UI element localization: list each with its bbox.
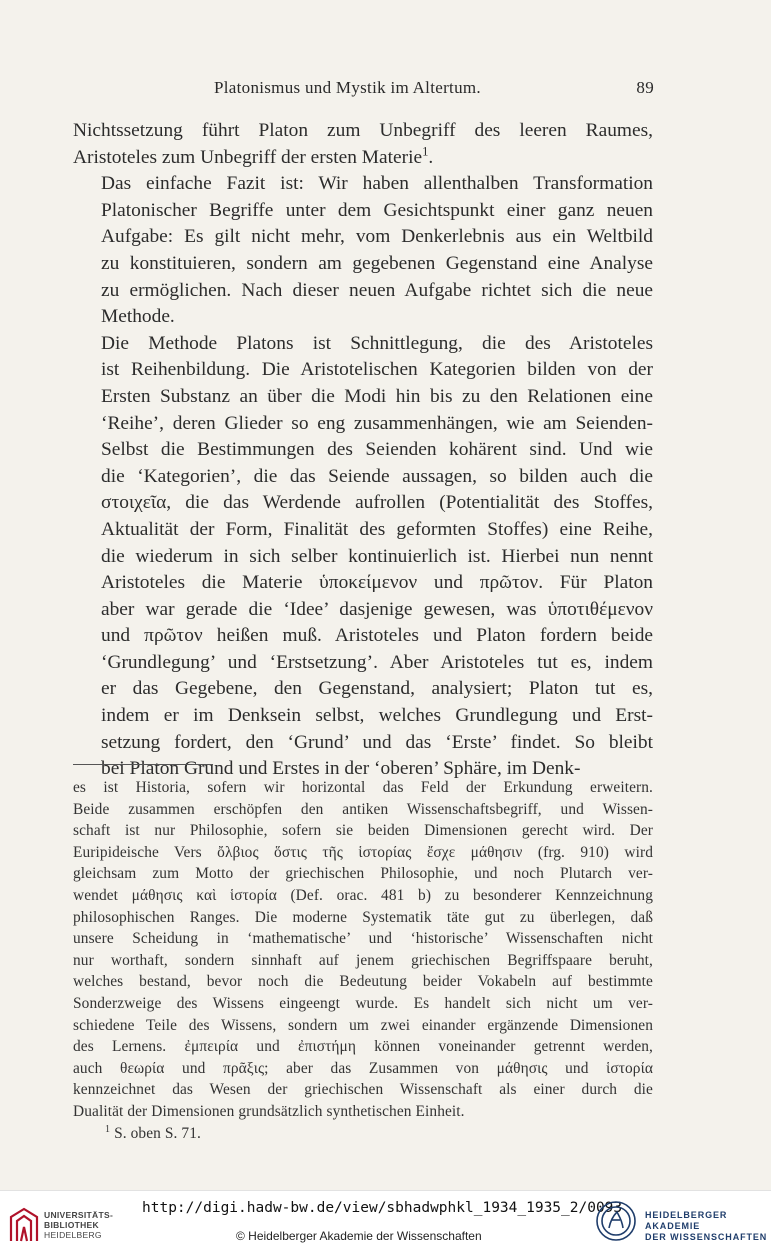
text-line: kennzeichnet das Wesen der griechischen Wissenschaft als einer durch die xyxy=(73,1081,653,1099)
text-line: ‘Grundlegung’ und ‘Erstsetzung’. Aber Aristoteles tut es, indem xyxy=(101,651,653,673)
text-line: indem er im Denksein selbst, welches Grundlegung und Erst- xyxy=(101,705,653,727)
text-line: nur worthaft, sondern sinnhaft auf jenem griechischen Begriffspaare beruht, xyxy=(73,951,653,969)
text-line: auch θεωρία und πρᾶξις; aber das Zusammen von μάθησις und ἱστορία xyxy=(73,1059,653,1077)
footnote-divider xyxy=(73,764,213,765)
text-line: Platonischer Begriffe unter dem Gesichtspunkt einer ganz neuen xyxy=(101,199,653,221)
text-line: Aktualität der Form, Finalität des geformten Stoffes) eine Reihe, xyxy=(101,518,653,540)
text-line: Euripideische Vers ὄλβιος ὅστις τῆς ἱστορίας ἔσχε μάθησιν (frg. 910) wird xyxy=(73,843,653,861)
text-fragment: Aristoteles zum Unbegriff der ersten Materie xyxy=(73,146,423,168)
academy-name-line: HEIDELBERGER AKADEMIE xyxy=(645,1210,728,1231)
note-continuation xyxy=(73,777,653,1123)
footnote-marker: 1 xyxy=(105,1123,111,1135)
text-line: es ist Historia, sofern wir horizontal das Feld der Erkundung erweitern. xyxy=(73,779,653,796)
text-line: schaft ist nur Philosophie, sofern sie beiden Dimensionen gerecht wird. Der xyxy=(73,822,653,840)
paragraph-2 xyxy=(73,171,653,331)
text-line: setzung fordert, den ‘Grund’ und das ‘Erste’ findet. So bleibt xyxy=(101,731,653,753)
library-name xyxy=(44,1210,113,1240)
text-line: zu ermöglichen. Nach dieser neuen Aufgabe richtet sich die neue xyxy=(101,279,653,301)
digitization-footer xyxy=(0,1190,771,1252)
footnote-ref[interactable]: 1 xyxy=(422,144,429,159)
text-line: zu konstituieren, sondern am gegebenen Gegenstand eine Analyse xyxy=(101,252,653,274)
copyright-notice: © Heidelberger Akademie der Wissenschaften xyxy=(236,1229,482,1243)
footnote-text: S. oben S. 71. xyxy=(114,1124,201,1142)
text-line: στοιχεῖα, die das Werdende aufrollen (Potentialität des Stoffes, xyxy=(101,492,653,514)
text-line: und πρῶτον heißen muß. Aristoteles und Platon fordern beide xyxy=(101,625,653,647)
text-line: Das einfache Fazit ist: Wir haben allenthalben Transformation xyxy=(101,173,653,195)
footnote-1 xyxy=(105,1123,653,1145)
text-line: Aristoteles die Materie ὑποκείμενον und πρῶτον. Für Platon xyxy=(101,572,653,594)
text-line: gleichsam zum Motto der griechischen Philosophie, und noch Plutarch ver- xyxy=(73,865,653,883)
text-line: Methode. xyxy=(101,306,175,328)
library-name-line: BIBLIOTHEK xyxy=(44,1220,99,1230)
text-line: bei Platon Grund und Erstes in der ‘oberen’ Sphäre, im Denk- xyxy=(101,758,581,780)
page-number: 89 xyxy=(636,78,654,97)
text-line: welches bestand, bevor noch die Bedeutung beider Vokabeln auf bestimmte xyxy=(73,973,653,991)
text-line: des Lernens. ἐμπειρία und ἐπιστήμη können voneinander getrennt werden, xyxy=(73,1038,653,1056)
text-line: Die Methode Platons ist Schnittlegung, die des Aristoteles xyxy=(101,332,653,354)
text-fragment: . xyxy=(428,146,434,168)
library-name-line: HEIDELBERG xyxy=(44,1230,102,1240)
library-logo-icon xyxy=(6,1205,42,1245)
text-line: wendet μάθησις καὶ ἱστορία (Def. orac. 481 b) zu besonderer Kennzeichnung xyxy=(73,886,653,904)
academy-name xyxy=(645,1210,771,1243)
text-line: Nichtssetzung führt Platon zum Unbegriff des leeren Raumes, xyxy=(73,120,653,141)
text-line: philosophischen Ranges. Die moderne Systematik täte gut zu überlegen, daß xyxy=(73,908,653,926)
text-line: Ersten Substanz an über die Modi hin bis zu den Relationen eine xyxy=(101,385,653,407)
text-line: Selbst die Bestimmungen des Seienden kohärent sind. Und wie xyxy=(101,439,653,461)
academy-name-line: DER WISSENSCHAFTEN xyxy=(645,1232,768,1242)
running-title: Platonismus und Mystik im Altertum. xyxy=(214,78,481,97)
text-line: die ‘Kategorien’, die das Seiende aussagen, so bilden auch die xyxy=(101,465,653,487)
paragraph-3 xyxy=(73,331,653,783)
text-line: er das Gegebene, den Gegenstand, analysiert; Platon tut es, xyxy=(101,678,653,700)
text-line: Aufgabe: Es gilt nicht mehr, vom Denkerlebnis aus ein Weltbild xyxy=(101,226,653,248)
paragraph-1 xyxy=(73,118,653,171)
permalink[interactable]: http://digi.hadw-bw.de/view/sbhadwphkl_1934_1935_2/0093 xyxy=(142,1200,623,1216)
academy-seal-icon xyxy=(595,1200,637,1242)
text-line: Beide zusammen erschöpfen den antiken Wissenschaftsbegriff, und Wissen- xyxy=(73,800,653,818)
text-line: aber war gerade die ‘Idee’ dasjenige gewesen, was ὑποτιθέμενον xyxy=(101,598,653,620)
text-line: die wiederum in sich selber kontinuierlich ist. Hierbei nun nennt xyxy=(101,545,653,567)
library-name-line: UNIVERSITÄTS- xyxy=(44,1210,114,1220)
text-line: Sonderzweige des Wissens eingeengt wurde. Es handelt sich nicht um ver- xyxy=(73,994,653,1012)
footnotes xyxy=(73,777,653,1144)
main-text xyxy=(73,118,653,783)
text-line: schiedene Teile des Wissens, sondern um zwei einander ergänzende Dimensionen xyxy=(73,1016,653,1034)
text-line: Dualität der Dimensionen grundsätzlich synthetischen Einheit. xyxy=(73,1102,465,1120)
text-line: unsere Scheidung in ‘mathematische’ und ‘historische’ Wissenschaften nicht xyxy=(73,930,653,948)
text-line xyxy=(73,145,653,172)
text-line: ‘Reihe’, deren Glieder so eng zusammenhängen, wie am Seienden- xyxy=(101,412,653,434)
text-line: ist Reihenbildung. Die Aristotelischen Kategorien bilden von der xyxy=(101,359,653,381)
